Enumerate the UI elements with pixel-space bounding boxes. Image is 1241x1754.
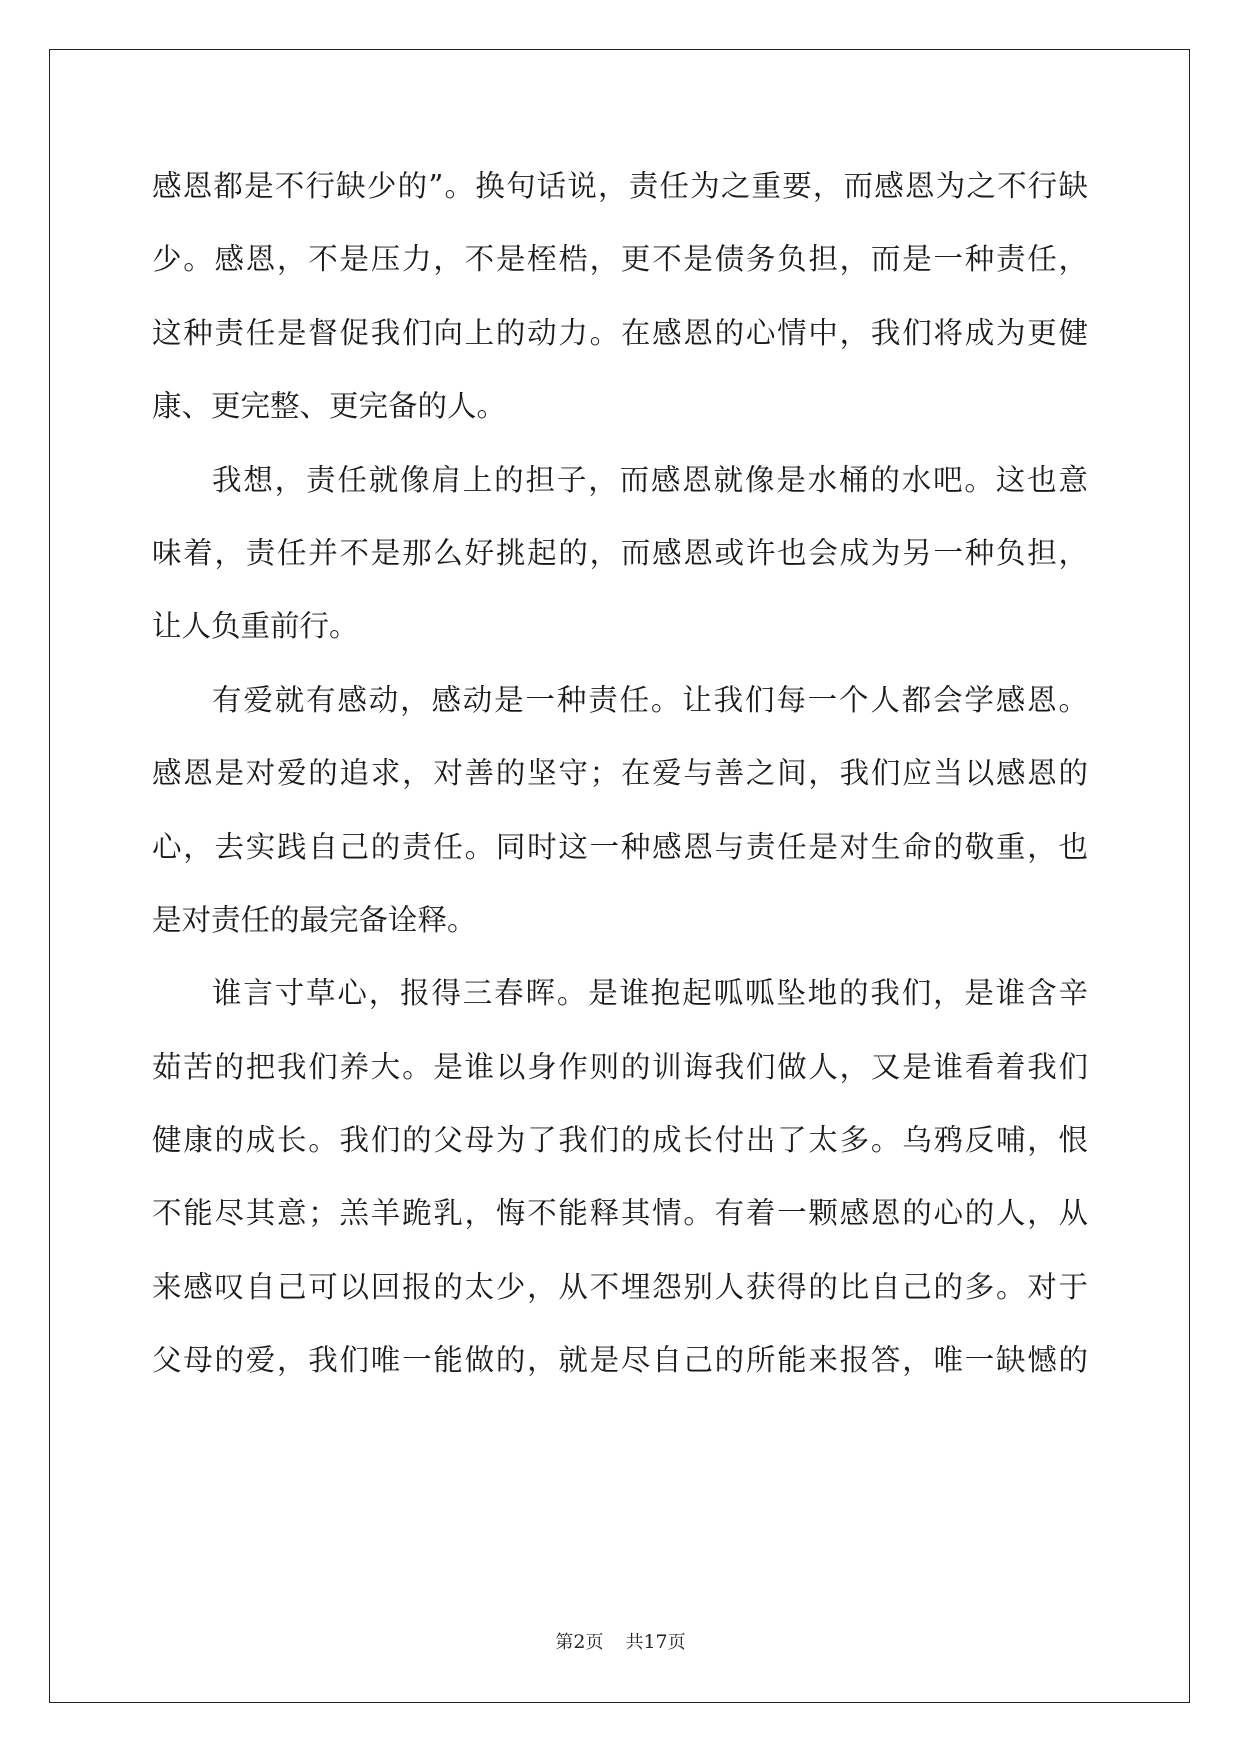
text-line: 味着，责任并不是那么好挑起的，而感恩或许也会成为另一种负担， xyxy=(152,535,1088,570)
text-line: 让人负重前行。 xyxy=(152,609,359,644)
text-line: 这种责任是督促我们向上的动力。在感恩的心情中，我们将成为更健 xyxy=(152,315,1088,350)
text-line: 健康的成长。我们的父母为了我们的成长付出了太多。乌鸦反哺，恨 xyxy=(152,1123,1088,1158)
text-line: 谁言寸草心，报得三春晖。是谁抱起呱呱坠地的我们，是谁含辛 xyxy=(212,976,1088,1011)
text-line: 来感叹自己可以回报的太少，从不埋怨别人获得的比自己的多。对于 xyxy=(152,1269,1088,1304)
text-line: 少。感恩，不是压力，不是桎梏，更不是债务负担，而是一种责任， xyxy=(152,242,1088,277)
footer-total-suffix: 页 xyxy=(667,1632,686,1653)
text-line: 父母的爱，我们唯一能做的，就是尽自己的所能来报答，唯一缺憾的 xyxy=(152,1343,1088,1378)
text-line: 康、更完整、更完备的人。 xyxy=(152,389,507,424)
footer-total-pages: 17 xyxy=(643,1631,668,1653)
text-line: 有爱就有感动，感动是一种责任。让我们每一个人都会学感恩。 xyxy=(212,682,1088,717)
footer-page-prefix: 第 xyxy=(555,1632,574,1653)
text-line: 不能尽其意；羔羊跪乳，悔不能释其情。有着一颗感恩的心的人，从 xyxy=(152,1196,1088,1231)
footer-page-number: 2 xyxy=(573,1631,586,1653)
paragraph xyxy=(152,166,1088,460)
text-line: 是对责任的最完备诠释。 xyxy=(152,902,477,937)
footer-page-suffix: 页 xyxy=(585,1632,604,1653)
document-body xyxy=(152,166,1088,1414)
paragraph xyxy=(152,680,1088,974)
footer-total-prefix: 共 xyxy=(625,1632,644,1653)
paragraph xyxy=(152,460,1088,680)
text-line: 我想，责任就像肩上的担子，而感恩就像是水桶的水吧。这也意 xyxy=(212,462,1088,497)
paragraph xyxy=(152,973,1088,1413)
text-line: 感恩是对爱的追求，对善的坚守；在爱与善之间，我们应当以感恩的 xyxy=(152,756,1088,791)
text-line: 感恩都是不行缺少的”。换句话说，责任为之重要，而感恩为之不行缺 xyxy=(152,169,1088,203)
text-line: 茹苦的把我们养大。是谁以身作则的训诲我们做人，又是谁看着我们 xyxy=(152,1049,1088,1084)
page-footer xyxy=(0,1630,1241,1655)
text-line: 心，去实践自己的责任。同时这一种感恩与责任是对生命的敬重，也 xyxy=(152,829,1088,864)
